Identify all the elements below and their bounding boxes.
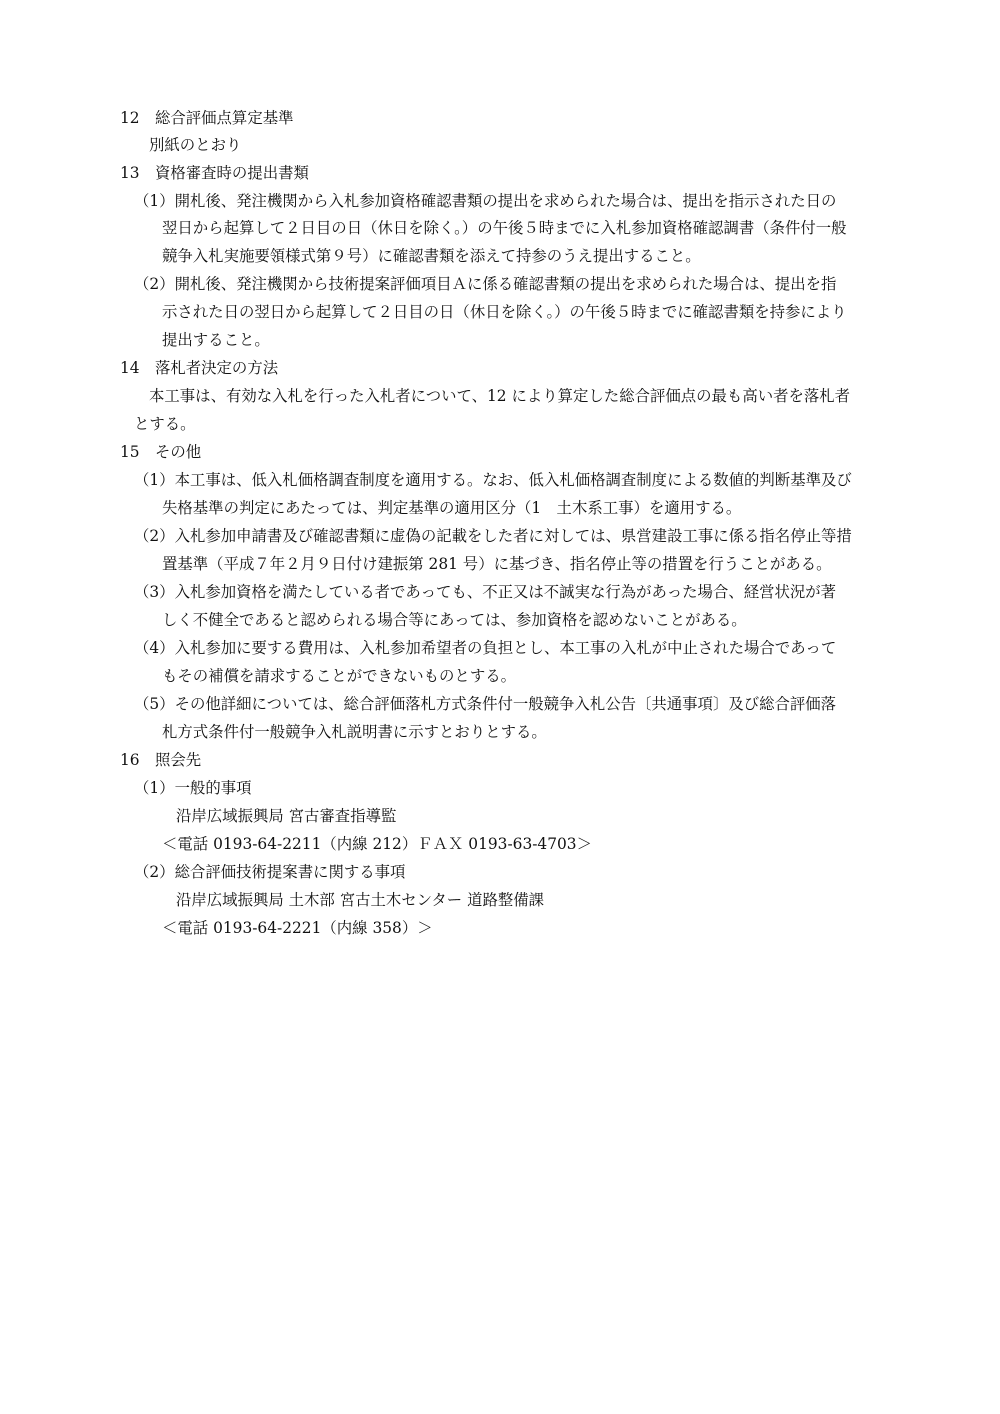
section-16-item-2-office: 沿岸広域振興局 土木部 宮古土木センター 道路整備課 [176,891,545,909]
section-13-item-1-line-2: 翌日から起算して２日目の日（休日を除く。）の午後５時までに入札参加資格確認調書（条件付一般 [162,219,847,237]
section-15-item-4-line-2: もその補償を請求することができないものとする。 [162,667,516,685]
section-13-item-1-line-3: 競争入札実施要領様式第９号）に確認書類を添えて持参のうえ提出すること。 [162,247,701,265]
section-15-item-5-line-2: 札方式条件付一般競争入札説明書に示すとおりとする。 [162,723,547,741]
section-16-item-2-label: （2）総合評価技術提案書に関する事項 [134,863,406,881]
section-15-item-3-line-2: しく不健全であると認められる場合等にあっては、参加資格を認めないことがある。 [162,611,747,629]
section-15-item-1-line-2: 失格基準の判定にあたっては、判定基準の適用区分（1 土木系工事）を適用する。 [162,499,742,517]
section-12-body: 別紙のとおり [149,136,242,154]
section-16-item-1-contact: ＜電話 0193-64-2211（内線 212）ＦＡＸ 0193-63-4703＞ [162,835,592,853]
section-16-item-1-label: （1）一般的事項 [134,779,252,797]
section-12-heading: 12 総合評価点算定基準 [120,109,294,127]
section-16-item-1-office: 沿岸広域振興局 宮古審査指導監 [176,807,397,825]
section-14-body-line-1: 本工事は、有効な入札を行った入札者について、12 により算定した総合評価点の最も高い者を落札者 [149,387,851,405]
section-14-body-line-2: とする。 [134,415,196,433]
section-15-item-2-line-1: （2）入札参加申請書及び確認書類に虚偽の記載をした者に対しては、県営建設工事に係る指名停止等措 [134,527,852,545]
section-15-item-5-line-1: （5）その他詳細については、総合評価落札方式条件付一般競争入札公告〔共通事項〕及び総合評価落 [134,695,837,713]
section-13-item-2-line-2: 示された日の翌日から起算して２日目の日（休日を除く。）の午後５時までに確認書類を持参により [162,303,847,321]
section-13-item-2-line-3: 提出すること。 [162,331,270,349]
section-16-heading: 16 照会先 [120,751,202,769]
section-15-item-4-line-1: （4）入札参加に要する費用は、入札参加希望者の負担とし、本工事の入札が中止された場合であって [134,639,837,657]
section-15-heading: 15 その他 [120,443,202,461]
section-13-heading: 13 資格審査時の提出書類 [120,164,309,182]
section-13-item-1-line-1: （1）開札後、発注機関から入札参加資格確認書類の提出を求められた場合は、提出を指示された日の [134,192,837,210]
section-16-item-2-contact: ＜電話 0193-64-2221（内線 358）＞ [162,919,433,937]
section-15-item-3-line-1: （3）入札参加資格を満たしている者であっても、不正又は不誠実な行為があった場合、経営状況が著 [134,583,837,601]
section-15-item-2-line-2: 置基準（平成７年２月９日付け建振第 281 号）に基づき、指名停止等の措置を行うことがある。 [162,555,832,573]
section-14-heading: 14 落札者決定の方法 [120,359,279,377]
section-15-item-1-line-1: （1）本工事は、低入札価格調査制度を適用する。なお、低入札価格調査制度による数値的判断基準及び [134,471,852,489]
section-13-item-2-line-1: （2）開札後、発注機関から技術提案評価項目Ａに係る確認書類の提出を求められた場合は、提出を指 [134,275,837,293]
